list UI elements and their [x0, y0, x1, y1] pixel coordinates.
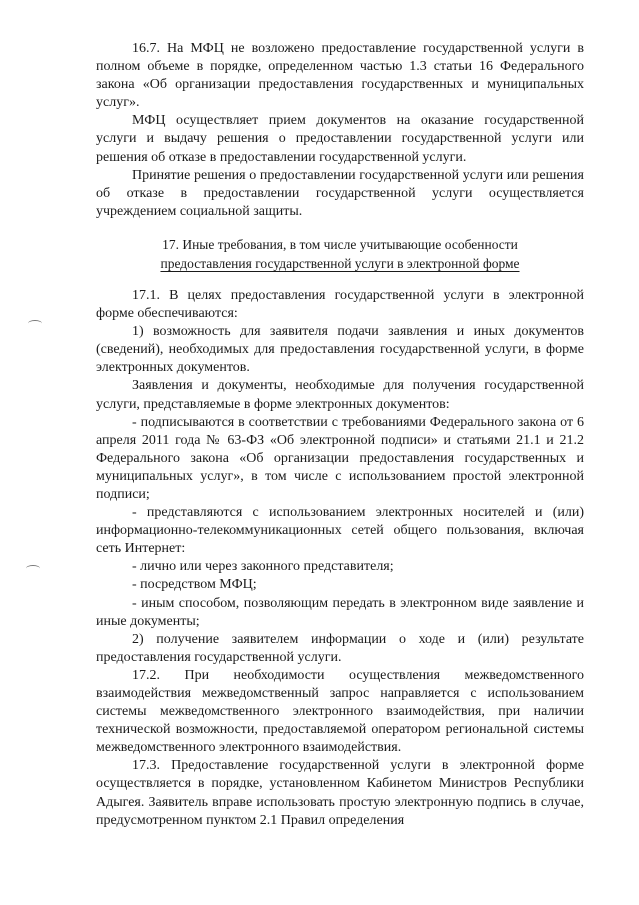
paragraph-signed: - подписываются в соответствии с требованиями Федерального закона от 6 апреля 2011 года № 63-ФЗ «Об электронной подписи» и статьями 21.1 и 21.2 Федерального закона «Об организации предоставления государственных и муниципальных услуг», в том числе с использованием простой электронной подписи;	[96, 414, 584, 502]
paragraph-mfc-intake: МФЦ осуществляет прием документов на оказание государственной услуги и выдачу решения о предоставлении государственной услуги или решения об отказе в предоставлении государственной услуги.	[96, 113, 584, 165]
paragraph-17-2: 17.2. При необходимости осуществления межведомственного взаимодействия межведомственный запрос направляется с использованием системы межведомственного электронного взаимодействия, при наличии технической возможности, предоставляемой оператором региональной системы межведомственного электронного взаимодействия.	[96, 667, 584, 756]
section-heading-17	[96, 235, 584, 273]
document-page	[96, 40, 584, 830]
section-heading-line-1: 17. Иные требования, в том числе учитывающие особенности	[162, 236, 518, 252]
paragraph-in-person: - лично или через законного представителя;	[132, 559, 394, 575]
paragraph-item-2: 2) получение заявителем информации о ходе и (или) результате предоставления государственной услуги.	[96, 631, 584, 665]
paragraph-17-1: 17.1. В целях предоставления государственной услуги в электронной форме обеспечиваются:	[96, 287, 584, 322]
paragraph-item-1: 1) возможность для заявителя подачи заявления и иных документов (сведений), необходимых для предоставления государственной услуги, в форме электронных документов.	[96, 324, 584, 376]
margin-hole-mark-top	[28, 320, 42, 327]
paragraph-applications: Заявления и документы, необходимые для получения государственной услуги, представляемые в форме электронных документов:	[96, 378, 584, 412]
paragraph-other-way: - иным способом, позволяющим передать в электронном виде заявление и иные документы;	[96, 595, 584, 629]
margin-hole-mark-bottom	[26, 565, 40, 572]
paragraph-17-3: 17.3. Предоставление государственной услуги в электронной форме осуществляется в порядке, установленном Кабинетом Министров Республики Адыгея. Заявитель вправе использовать простую электронную подпись в случае, предусмотренном пунктом 2.1 Правил определения	[96, 758, 584, 828]
paragraph-decision: Принятие решения о предоставлении государственной услуги или решения об отказе в предоставлении государственной услуги осуществляется учреждением социальной защиты.	[96, 167, 584, 219]
section-heading-line-2: предоставления государственной услуги в электронной форме	[160, 255, 520, 271]
paragraph-submitted: - представляются с использованием электронных носителей и (или) информационно-телекоммуникационных сетей общего пользования, включая сеть Интернет:	[96, 505, 584, 557]
paragraph-via-mfc: - посредством МФЦ;	[132, 577, 257, 593]
paragraph-16-7: 16.7. На МФЦ не возложено предоставление государственной услуги в полном объеме в порядке, определенном частью 1.3 статьи 16 Федерального закона «Об организации предоставления государственных и муниципальных услуг».	[96, 41, 584, 111]
